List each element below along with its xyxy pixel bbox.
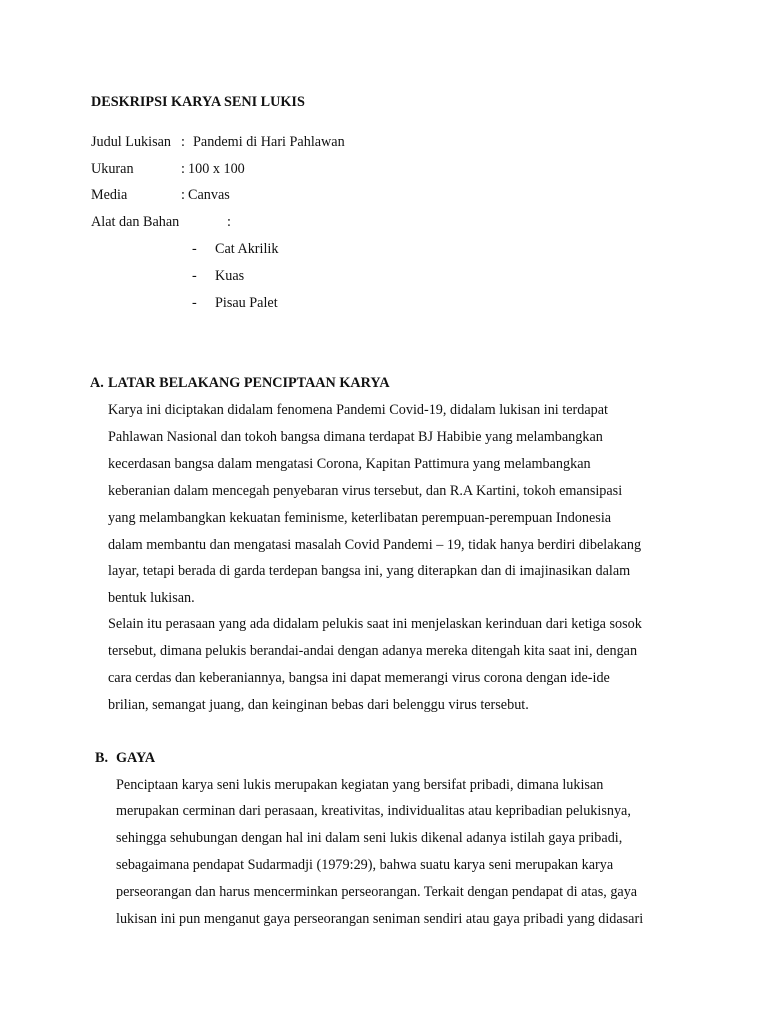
section-a-letter: A. <box>90 375 104 391</box>
meta-value: Canvas <box>188 187 230 203</box>
paragraph-line: Karya ini diciptakan didalam fenomena Pandemi Covid-19, didalam lukisan ini terdapat <box>108 402 608 418</box>
paragraph-line: tersebut, dimana pelukis berandai-andai dengan adanya mereka ditengah kita saat ini, dengan <box>108 643 638 659</box>
section-a-heading: LATAR BELAKANG PENCIPTAAN KARYA <box>108 375 390 391</box>
list-item-text: Pisau Palet <box>215 295 278 311</box>
meta-value: Pandemi di Hari Pahlawan <box>193 134 345 150</box>
paragraph-line: sehingga sehubungan dengan hal ini dalam seni lukis dikenal adanya istilah gaya pribadi, <box>116 830 623 846</box>
paragraph-line: Pahlawan Nasional dan tokoh bangsa dimana terdapat BJ Habibie yang melambangkan <box>108 429 603 445</box>
paragraph-line: Penciptaan karya seni lukis merupakan kegiatan yang bersifat pribadi, dimana lukisan <box>116 777 604 793</box>
meta-colon: : <box>181 161 185 177</box>
paragraph-line: brilian, semangat juang, dan keinginan bebas dari belenggu virus tersebut. <box>108 697 529 713</box>
paragraph-line: perseorangan dan harus mencerminkan perseorangan. Terkait dengan pendapat di atas, gaya <box>116 884 638 900</box>
paragraph-line: cara cerdas dan keberaniannya, bangsa ini dapat memerangi virus corona dengan ide-ide <box>108 670 610 686</box>
bullet-dash: - <box>192 295 197 311</box>
paragraph-line: lukisan ini pun menganut gaya perseorangan seniman sendiri atau gaya pribadi yang didasari <box>116 911 644 927</box>
paragraph-line: layar, tetapi berada di garda terdepan bangsa ini, yang diterapkan dan di imajinasikan dalam <box>108 563 631 579</box>
section-b-heading: GAYA <box>116 750 156 766</box>
paragraph-line: kecerdasan bangsa dalam mengatasi Corona, Kapitan Pattimura yang melambangkan <box>108 456 591 472</box>
paragraph-line: sebagaimana pendapat Sudarmadji (1979:29), bahwa suatu karya seni merupakan karya <box>116 857 614 873</box>
bullet-dash: - <box>192 241 197 257</box>
paragraph-line: keberanian dalam mencegah penyebaran virus tersebut, dan R.A Kartini, tokoh emansipasi <box>108 483 623 499</box>
paragraph-line: yang melambangkan kekuatan feminisme, keterlibatan perempuan-perempuan Indonesia <box>108 510 612 526</box>
meta-colon: : <box>181 134 185 150</box>
meta-colon: : <box>227 214 231 230</box>
meta-label: Media <box>91 187 128 203</box>
paragraph-line: dalam membantu dan mengatasi masalah Covid Pandemi – 19, tidak hanya berdiri dibelakang <box>108 537 642 553</box>
meta-value: 100 x 100 <box>188 161 245 177</box>
paragraph-line: merupakan cerminan dari perasaan, kreativitas, individualitas atau kepribadian pelukisnya, <box>116 803 631 819</box>
meta-label: Alat dan Bahan <box>91 214 180 230</box>
bullet-dash: - <box>192 268 197 284</box>
document-title: DESKRIPSI KARYA SENI LUKIS <box>91 94 305 110</box>
meta-label: Ukuran <box>91 161 134 177</box>
meta-colon: : <box>181 187 185 203</box>
section-b-letter: B. <box>95 750 109 766</box>
list-item-text: Cat Akrilik <box>215 241 279 257</box>
meta-label: Judul Lukisan <box>91 134 171 150</box>
list-item-text: Kuas <box>215 268 245 284</box>
paragraph-line: Selain itu perasaan yang ada didalam pelukis saat ini menjelaskan kerinduan dari ketiga sosok <box>108 616 642 632</box>
paragraph-line: bentuk lukisan. <box>108 590 195 606</box>
